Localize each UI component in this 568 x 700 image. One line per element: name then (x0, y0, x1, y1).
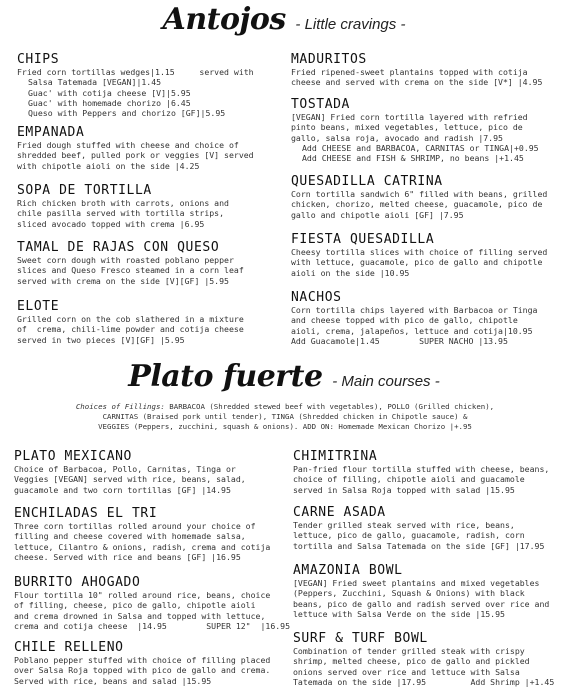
menu-item-description: Tender grilled steak served with rice, beans, (293, 520, 515, 530)
menu-item-description: shrimp, melted cheese, pico de gallo and pickled (293, 656, 530, 667)
menu-item-description: Fried dough stuffed with cheese and choice of (17, 140, 239, 150)
menu-item-description: with lettuce, guacamole, pico de gallo and chipotle (291, 257, 543, 268)
menu-item-description: Combination of tender grilled steak with crispy (293, 646, 525, 656)
menu-item (291, 232, 557, 278)
menu-item (17, 240, 279, 286)
menu-item (17, 299, 279, 345)
menu-item-description: Sweet corn dough with roasted poblano pepper (17, 255, 234, 265)
menu-item-description: choice of filling, chipotle aioli and guacamole (293, 474, 525, 485)
menu-item-name: NACHOS (291, 290, 342, 305)
menu-item-description: pinto beans, mixed vegetables, lettuce, pico de (291, 122, 523, 133)
menu-item-description: Flour tortilla 10" rolled around rice, beans, choice (14, 590, 271, 600)
menu-item-name: CHIPS (17, 52, 60, 67)
menu-item-description: of filling, cheese, pico de gallo, chipotle aioli (14, 600, 256, 611)
menu-item (293, 505, 557, 551)
menu-item-name: ELOTE (17, 299, 60, 314)
menu-item-description: Grilled corn on the cob slathered in a mixture (17, 314, 244, 324)
menu-item-description: Poblano pepper stuffed with choice of filling placed (14, 655, 271, 665)
menu-item-name: AMAZONIA BOWL (293, 563, 403, 578)
menu-item-description: served with crema on the side [V][GF] |5.95 (17, 275, 229, 286)
menu-item-option: Guac' with cotija cheese [V]|5.95 (28, 87, 191, 98)
menu-item-description: slices and Queso Fresco steamed in a corn leaf (17, 265, 244, 276)
menu-item-description: Corn tortilla sandwich 6" filled with beans, grilled (291, 189, 548, 199)
menu-item-name: ENCHILADAS EL TRI (14, 506, 158, 521)
menu-item-name: EMPANADA (17, 125, 85, 140)
menu-item-name: PLATO MEXICANO (14, 449, 132, 464)
menu-item-option: Add CHEESE and BARBACOA, CARNITAS or TINGA|+0.95 (302, 142, 539, 153)
menu-item-description: chile pasilla served with tortilla strips, (17, 208, 225, 219)
menu-item-description: Choice of Barbacoa, Pollo, Carnitas, Tinga or (14, 464, 236, 474)
antojos-subtitle: - Little cravings - (295, 16, 406, 33)
menu-item-description: Tatemada on the side |17.95 Add Shrimp |+1.45 (293, 676, 555, 687)
menu-item-description: served in Salsa Roja topped with salad |15.95 (293, 484, 515, 495)
menu-item-description: cheese and served with crema on the side [V*] |4.95 (291, 77, 543, 88)
menu-item-name: CARNE ASADA (293, 505, 386, 520)
menu-item-name: CHILE RELLENO (14, 640, 124, 655)
menu-item-option: Salsa Tatemada [VEGAN]|1.45 (28, 77, 162, 88)
menu-item (17, 125, 279, 171)
menu-item-description: sliced avocado topped with crema |6.95 (17, 218, 205, 229)
menu-item (291, 174, 557, 220)
menu-item-description: Three corn tortillas rolled around your choice of (14, 521, 256, 531)
menu-item (14, 449, 280, 495)
menu-item (291, 52, 557, 88)
antojos-title: Antojos (162, 2, 286, 37)
menu-item (291, 290, 557, 346)
menu-item-option: Guac' with homemade chorizo |6.45 (28, 97, 191, 108)
menu-item-description: of crema, chili-lime powder and cotija cheese (17, 324, 244, 335)
menu-item (17, 52, 279, 118)
fillings-line: VEGGIES (Peppers, zucchini, squash & onions). ADD ON: Homemade Mexican Chorizo |+.95 (98, 422, 472, 431)
menu-item (293, 449, 557, 495)
fillings-note (40, 402, 530, 432)
menu-item-description: Corn tortilla chips layered with Barbacoa or Tinga (291, 305, 538, 315)
menu-item-description: Fried ripened-sweet plantains topped with cotija (291, 67, 528, 77)
menu-item-description: (Peppers, Zucchini, Squash & Onions) with black (293, 588, 525, 599)
menu-item-description: with chipotle aioli on the side |4.25 (17, 160, 200, 171)
menu-item-description: aioli on the side |10.95 (291, 267, 410, 278)
menu-item (17, 183, 279, 229)
menu-item-name: TOSTADA (291, 97, 350, 112)
menu-item-description: crema and cotija cheese |14.95 SUPER 12" |16.95 (14, 620, 291, 631)
menu-item-name: FIESTA QUESADILLA (291, 232, 435, 247)
menu-item-description: [VEGAN] Fried corn tortilla layered with refried (291, 112, 528, 122)
menu-item-name: SOPA DE TORTILLA (17, 183, 152, 198)
menu-item-description: Veggies [VEGAN] served with rice, beans, salad, (14, 474, 246, 485)
plato-title: Plato fuerte (128, 359, 323, 394)
menu-item-description: gallo and chipotle aioli [GF] |7.95 (291, 209, 464, 220)
menu-item-description: Add Guacamole|1.45 SUPER NACHO |13.95 (291, 335, 508, 346)
menu-item-description: and cheese topped with pico de gallo, chipotle (291, 315, 518, 326)
menu-item-description: Pan-fried flour tortilla stuffed with cheese, beans, (293, 464, 550, 474)
menu-item (14, 640, 280, 686)
menu-item-description: over Salsa Roja topped with pico de gallo and crema. (14, 665, 271, 676)
menu-item-description: Served with rice, beans and salad |15.95 (14, 675, 212, 686)
menu-item-description: lettuce, Cilantro & onions, radish, crema and cotija (14, 541, 271, 552)
antojos-header (0, 2, 568, 37)
menu-item-name: SURF & TURF BOWL (293, 631, 428, 646)
menu-item-description: cheese. Served with rice and beans [GF] |16.95 (14, 551, 241, 562)
fillings-line: CARNITAS (Braised pork until tender), TINGA (Shredded chicken in Chipotle sauce) & (102, 412, 468, 421)
menu-item (293, 563, 557, 619)
menu-item-description: onions served over rice and lettuce with Salsa (293, 666, 520, 677)
menu-item-description: guacamole and two corn tortillas [GF] |14.95 (14, 484, 231, 495)
menu-item-description: lettuce, pico de gallo, guacamole, radish, corn (293, 530, 525, 541)
menu-item (14, 506, 280, 562)
menu-item-description: beans, pico de gallo and radish served over rice and (293, 598, 550, 609)
menu-item-description: Fried corn tortillas wedges|1.15 served with (17, 67, 254, 77)
menu-item-option: Queso with Peppers and chorizo [GF]|5.95 (28, 108, 226, 119)
menu-item-name: MADURITOS (291, 52, 367, 67)
menu-item-name: QUESADILLA CATRINA (291, 174, 443, 189)
menu-item-name: CHIMITRINA (293, 449, 378, 464)
menu-item-description: gallo, salsa roja, avocado and radish |7.95 (291, 132, 503, 143)
fillings-text: BARBACOA (Shredded stewed beef with vegetables), POLLO (Grilled chicken), (164, 402, 495, 411)
menu-item (14, 575, 291, 631)
menu-item-description: aioli, crema, jalapeños, lettuce and cotija|10.95 (291, 325, 533, 336)
menu-item-description: filling and cheese covered with homemade salsa, (14, 531, 246, 542)
menu-item-description: shredded beef, pulled pork or veggies [V] served (17, 150, 254, 161)
menu-item-description: Rich chicken broth with carrots, onions and (17, 198, 229, 208)
menu-item (291, 97, 557, 163)
menu-item-description: Cheesy tortilla slices with choice of filling served (291, 247, 548, 257)
menu-item-name: BURRITO AHOGADO (14, 575, 141, 590)
menu-item-description: lettuce with Salsa Verde on the side |15.95 (293, 608, 505, 619)
menu-item (293, 631, 557, 687)
menu-item-description: tortilla and Salsa Tatemada on the side [GF] |17.95 (293, 540, 545, 551)
menu-item-description: served in two pieces [V][GF] |5.95 (17, 334, 185, 345)
plato-header (0, 359, 568, 394)
fillings-label: Choices of Fillings: (75, 402, 165, 411)
menu-item-description: chicken, chorizo, melted cheese, guacamole, pico de (291, 199, 543, 210)
menu-item-description: [VEGAN] Fried sweet plantains and mixed vegetables (293, 578, 540, 588)
menu-item-name: TAMAL DE RAJAS CON QUESO (17, 240, 220, 255)
menu-item-description: and crema drowned in Salsa and topped with lettuce, (14, 610, 266, 621)
menu-item-option: Add CHEESE and FISH & SHRIMP, no beans |+1.45 (302, 153, 524, 164)
plato-subtitle: - Main courses - (332, 373, 440, 390)
